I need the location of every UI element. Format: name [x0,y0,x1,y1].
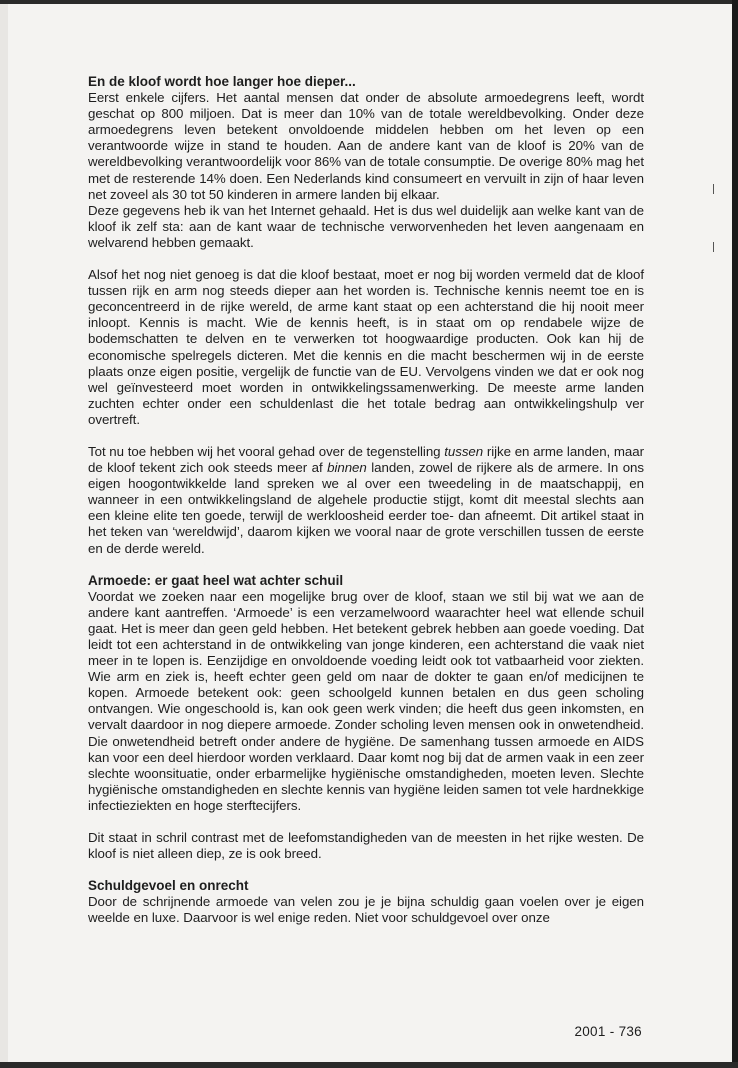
paragraph: Dit staat in schril contrast met de leefomstandigheden van de meesten in het rijke westen. De kloof is niet alleen diep, ze is ook breed. [88,830,644,862]
page-number: 2001 - 736 [574,1024,642,1039]
paragraph: Deze gegevens heb ik van het Internet gehaald. Het is dus wel duidelijk aan welke kant van de kloof ik zelf sta: aan de kant waar de technische verworvenheden het leven aangenaam en welvarend hebben gemaakt. [88,202,644,250]
margin-mark [713,242,714,252]
paragraph: Voordat we zoeken naar een mogelijke brug over de kloof, staan we stil bij wat we aan de andere kant aantreffen. ‘Armoede’ is een verzamelwoord waarachter heel wat ellende schuil gaat. Het is meer dan geen geld hebben. Het betekent gebrek hebben aan goede voeding. Dat leidt tot een achterstand in de ontwikkeling van jonge kinderen, een achterstand die vaak niet meer in te lopen is. Eenzijdige en onvoldoende voeding leidt ook tot vatbaarheid voor ziekten. Wie arm en ziek is, heeft echter geen geld om naar de dokter te gaan en/of medicijnen te kopen. Armoede betekent ook: geen schoolgeld kunnen betalen en dus geen scholing ontvangen. Wie ongeschoold is, kan ook geen werk vinden; die heeft dus geen inkomsten, en vervalt daardoor in nog diepere armoede. Zonder scholing leven mensen ook in onwetendheid. Die onwetendheid betreft onder andere de hygiëne. De samenhang tussen armoede en AIDS kan voor een deel hierdoor worden verklaard. Daar komt nog bij dat de armen vaak in een zeer slechte woonsituatie, onder erbarmelijke hygiënische omstandigheden, moeten leven. Slechte hygiënische omstandigheden en slechte kennis van hygiëne leiden samen tot vele hardnekkige infectieziekten en hoge sterftecijfers. [88,588,644,813]
section-kloof-dieper [88,267,644,428]
paragraph: Alsof het nog niet genoeg is dat die kloof bestaat, moet er nog bij worden vermeld dat de kloof tussen rijk en arm nog steeds dieper aan het worden is. Technische kennis neemt toe en is geconcentreerd in de rijke wereld, de arme kant staat op een achterstand die hij nooit meer inloopt. Kennis is macht. Wie de kennis heeft, is in staat om op rendabele wijze de bodemschatten te delven en te verwerken tot hoogwaardige producten. Ook kan hij de economische spelregels dicteren. Met die kennis en die macht beschermen wij in de eerste plaats onze eigen positie, vergelijk de functie van de EU. Vervolgens vinden we dat er ook nog wel geïnvesteerd moet worden in ontwikkelingssamenwerking. De meeste arme landen zuchten echter onder een schuldenlast die het totale bedrag aan ontwikkelingshulp ver overtreft. [88,267,644,427]
paragraph: Eerst enkele cijfers. Het aantal mensen dat onder de absolute armoedegrens leeft, wordt geschat op 800 miljoen. Dat is meer dan 10% van de totale wereldbevolking. Onder deze armoedegrens leven betekent onvoldoende middelen hebben om het leven op een verantwoorde wijze in stand te houden. Aan de andere kant van de kloof is 20% van de wereldbevolking verantwoordelijk voor 86% van de totale consumptie. De overige 80% mag het met de resterende 14% doen. Een Nederlands kind consumeert en vervuilt in zijn of haar leven net zoveel als 30 tot 50 kinderen in armere landen bij elkaar. [88,90,644,202]
paragraph: Door de schrijnende armoede van velen zou je je bijna schuldig gaan voelen over je eigen weelde en luxe. Daarvoor is wel enige reden. Niet voor schuldgevoel over onze [88,894,644,926]
section-contrast [88,830,644,862]
scan-edge-right [732,0,738,1068]
section-heading: En de kloof wordt hoe langer hoe dieper... [88,74,356,89]
section-heading: Schuldgevoel en onrecht [88,878,249,894]
section-kloof [88,74,644,251]
section-armoede [88,573,644,814]
section-tegenstelling [88,444,644,557]
paragraph: Tot nu toe hebben wij het vooral gehad over de tegenstelling tussen rijke en arme landen, maar de kloof tekent zich ook steeds meer af binnen landen, zowel de rijkere als de armere. In ons eigen hoogontwikkelde land spreken we al over een tweedeling in de maatschappij, en wanneer in een ontwikkelingsland de algehele productie stijgt, komt dit meestal slechts aan een kleine elite ten goede, terwijl de werkloosheid eerder toe- dan afneemt. Dit artikel staat in het teken van ‘wereldwijd’, daarom kijken we vooral naar de grote verschillen tussen de eerste en de derde wereld. [88,443,645,556]
section-schuldgevoel [88,878,644,926]
section-heading: Armoede: er gaat heel wat achter schuil [88,572,344,588]
article-body [88,74,644,943]
margin-mark [713,184,714,194]
scan-edge-bottom [0,1062,738,1068]
